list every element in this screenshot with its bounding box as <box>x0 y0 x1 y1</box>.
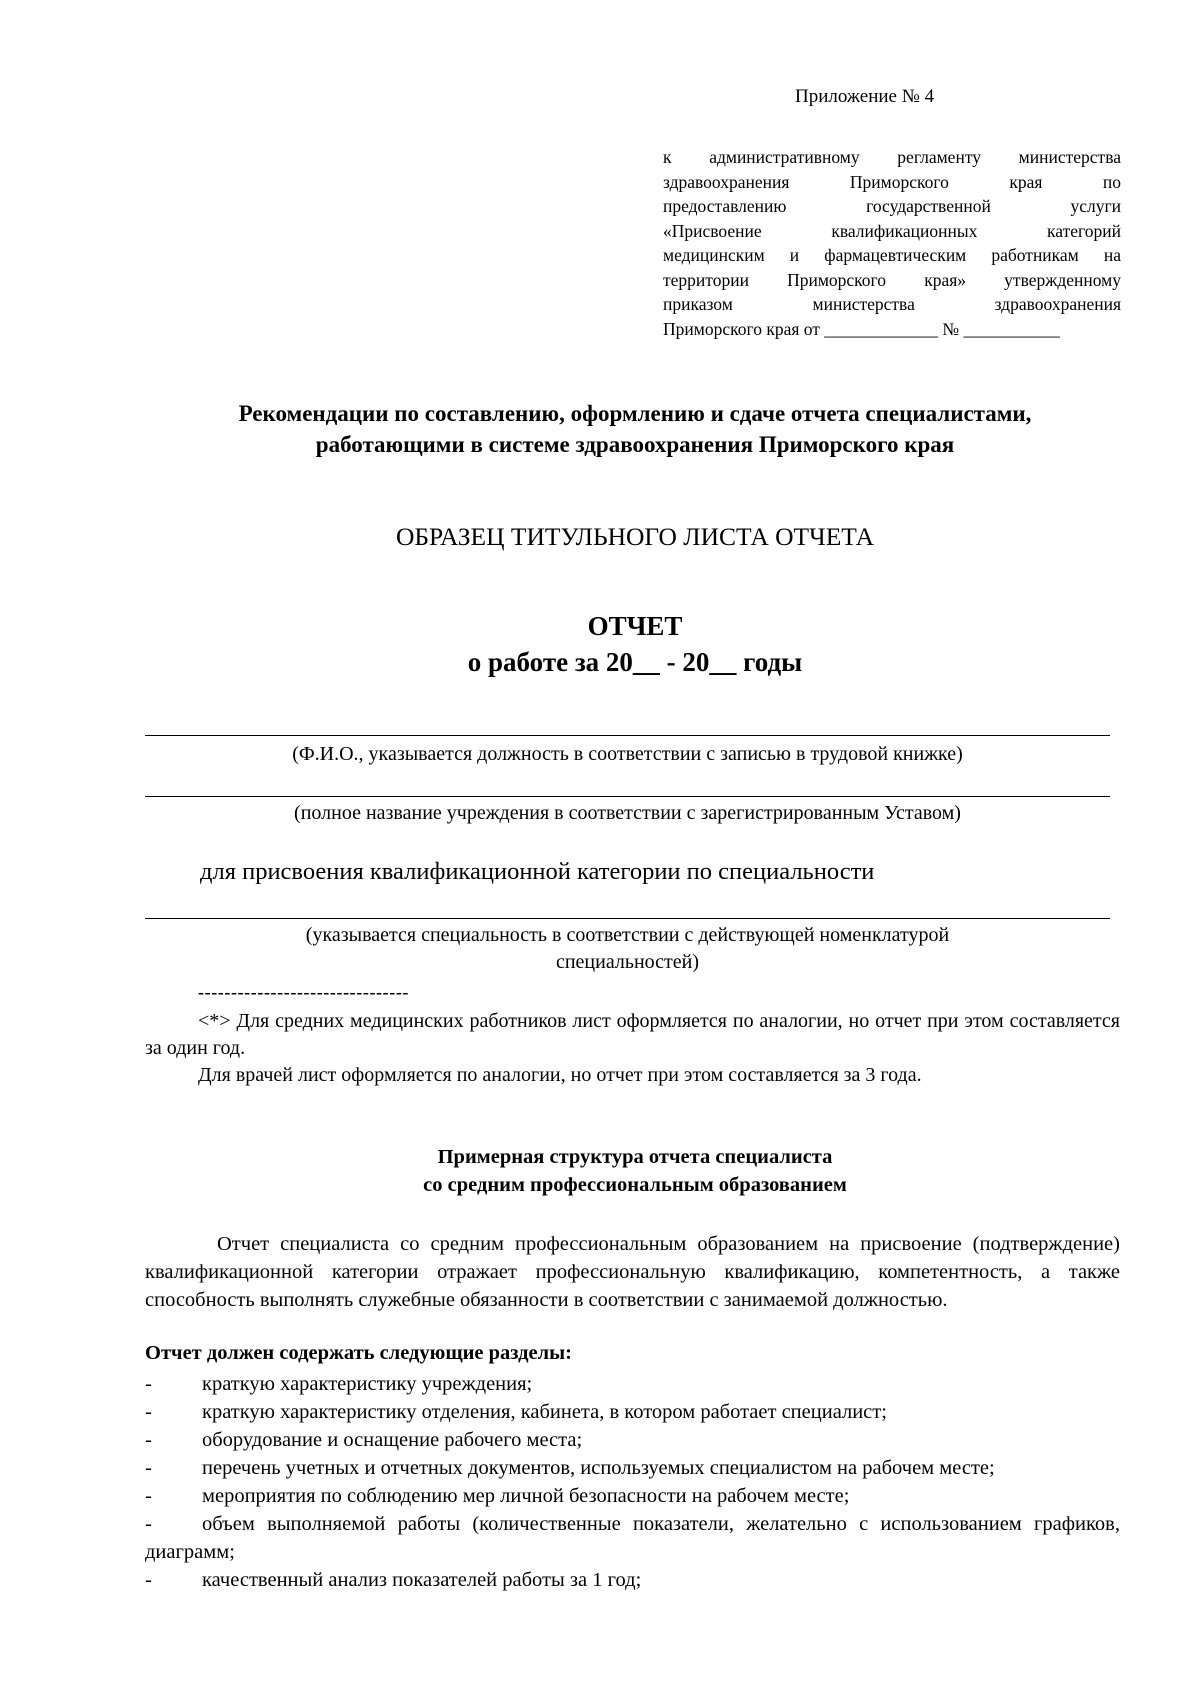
institution-field-caption: (полное название учреждения в соответствии с зарегистрированным Уставом) <box>294 802 961 824</box>
main-title-line: работающими в системе здравоохранения Приморского края <box>315 432 955 457</box>
main-title <box>130 398 1140 460</box>
institution-field-line <box>145 796 1110 797</box>
list-item-text: качественный анализ показателей работы за 1 год; <box>202 1569 642 1591</box>
list-item-text: объем выполняемой работы (количественные показатели, желательно с использованием графиков, диаграмм; <box>145 1513 1120 1563</box>
bullet-dash: - <box>145 1401 152 1423</box>
specialty-field-caption <box>145 922 1110 976</box>
bullet-dash: - <box>145 1373 152 1395</box>
structure-title-line: Примерная структура отчета специалиста <box>437 1146 833 1168</box>
specialty-field-line <box>145 918 1110 919</box>
list-item-text: перечень учетных и отчетных документов, используемых специалистом на рабочем месте; <box>202 1457 995 1479</box>
annex-line: медицинским и фармацевтическим работникам на <box>663 245 1121 265</box>
footnote-nurses: <*> Для средних медицинских работников лист оформляется по аналогии, но отчет при этом составляется за один год. <box>145 1010 1120 1059</box>
list-item <box>145 1454 1120 1482</box>
annex-line: территории Приморского края» утвержденному <box>663 269 1121 290</box>
sample-title: ОБРАЗЕЦ ТИТУЛЬНОГО ЛИСТА ОТЧЕТА <box>396 522 874 551</box>
bullet-dash: - <box>145 1569 152 1591</box>
list-item <box>145 1510 1120 1566</box>
structure-paragraph: Отчет специалиста со средним профессиональным образованием на присвоение (подтверждение) квалификационной категории отражает профессиональную квалификацию, компетентность, а также способность выполнять служебные обязанности в соответствии с занимаемой должностью. <box>145 1233 1120 1311</box>
list-item-text: краткую характеристику учреждения; <box>202 1373 533 1395</box>
report-title: ОТЧЕТ <box>587 611 683 641</box>
structure-title-line: со средним профессиональным образованием <box>423 1174 847 1196</box>
report-heading <box>130 608 1140 680</box>
bullet-dash: - <box>145 1485 152 1507</box>
footnote-separator: -------------------------------- <box>198 982 410 1002</box>
name-field-line <box>145 735 1110 736</box>
bullet-dash: - <box>145 1513 152 1535</box>
annex-line: предоставлению государственной услуги <box>663 196 1121 216</box>
annex-reference-block <box>663 145 1121 341</box>
annex-line: к административному регламенту министерства <box>663 147 1121 167</box>
annex-line: «Присвоение квалификационных категорий <box>663 220 1121 241</box>
footnote-doctors: Для врачей лист оформляется по аналогии, но отчет при этом составляется за 3 года. <box>198 1064 922 1086</box>
annex-line-order-date: Приморского края от _____________ № ___________ <box>663 318 1060 339</box>
list-item <box>145 1426 1120 1454</box>
sections-list <box>145 1370 1120 1594</box>
list-item <box>145 1398 1120 1426</box>
main-title-line: Рекомендации по составлению, оформлению и сдаче отчета специалистами, <box>238 401 1032 426</box>
list-item <box>145 1370 1120 1398</box>
list-item-text: оборудование и оснащение рабочего места; <box>202 1429 583 1451</box>
list-item-text: краткую характеристику отделения, кабинета, в котором работает специалист; <box>202 1401 887 1423</box>
annex-line: здравоохранения Приморского края по <box>663 171 1121 192</box>
name-field-caption: (Ф.И.О., указывается должность в соответствии с записью в трудовой книжке) <box>292 743 963 765</box>
list-item <box>145 1482 1120 1510</box>
annex-title: Приложение № 4 <box>795 86 935 107</box>
report-period: о работе за 20__ - 20__ годы <box>467 647 803 677</box>
category-purpose-text: для присвоения квалификационной категории по специальности <box>200 858 875 885</box>
specialty-caption-line: специальностей) <box>555 951 700 973</box>
specialty-caption-line: (указывается специальность в соответствии с действующей номенклатурой <box>305 924 950 946</box>
structure-title <box>130 1143 1140 1199</box>
bullet-dash: - <box>145 1429 152 1451</box>
list-item <box>145 1566 1120 1594</box>
bullet-dash: - <box>145 1457 152 1479</box>
sections-label: Отчет должен содержать следующие разделы: <box>145 1342 572 1364</box>
annex-line: приказом министерства здравоохранения <box>663 294 1121 314</box>
list-item-text: мероприятия по соблюдению мер личной безопасности на рабочем месте; <box>202 1485 850 1507</box>
